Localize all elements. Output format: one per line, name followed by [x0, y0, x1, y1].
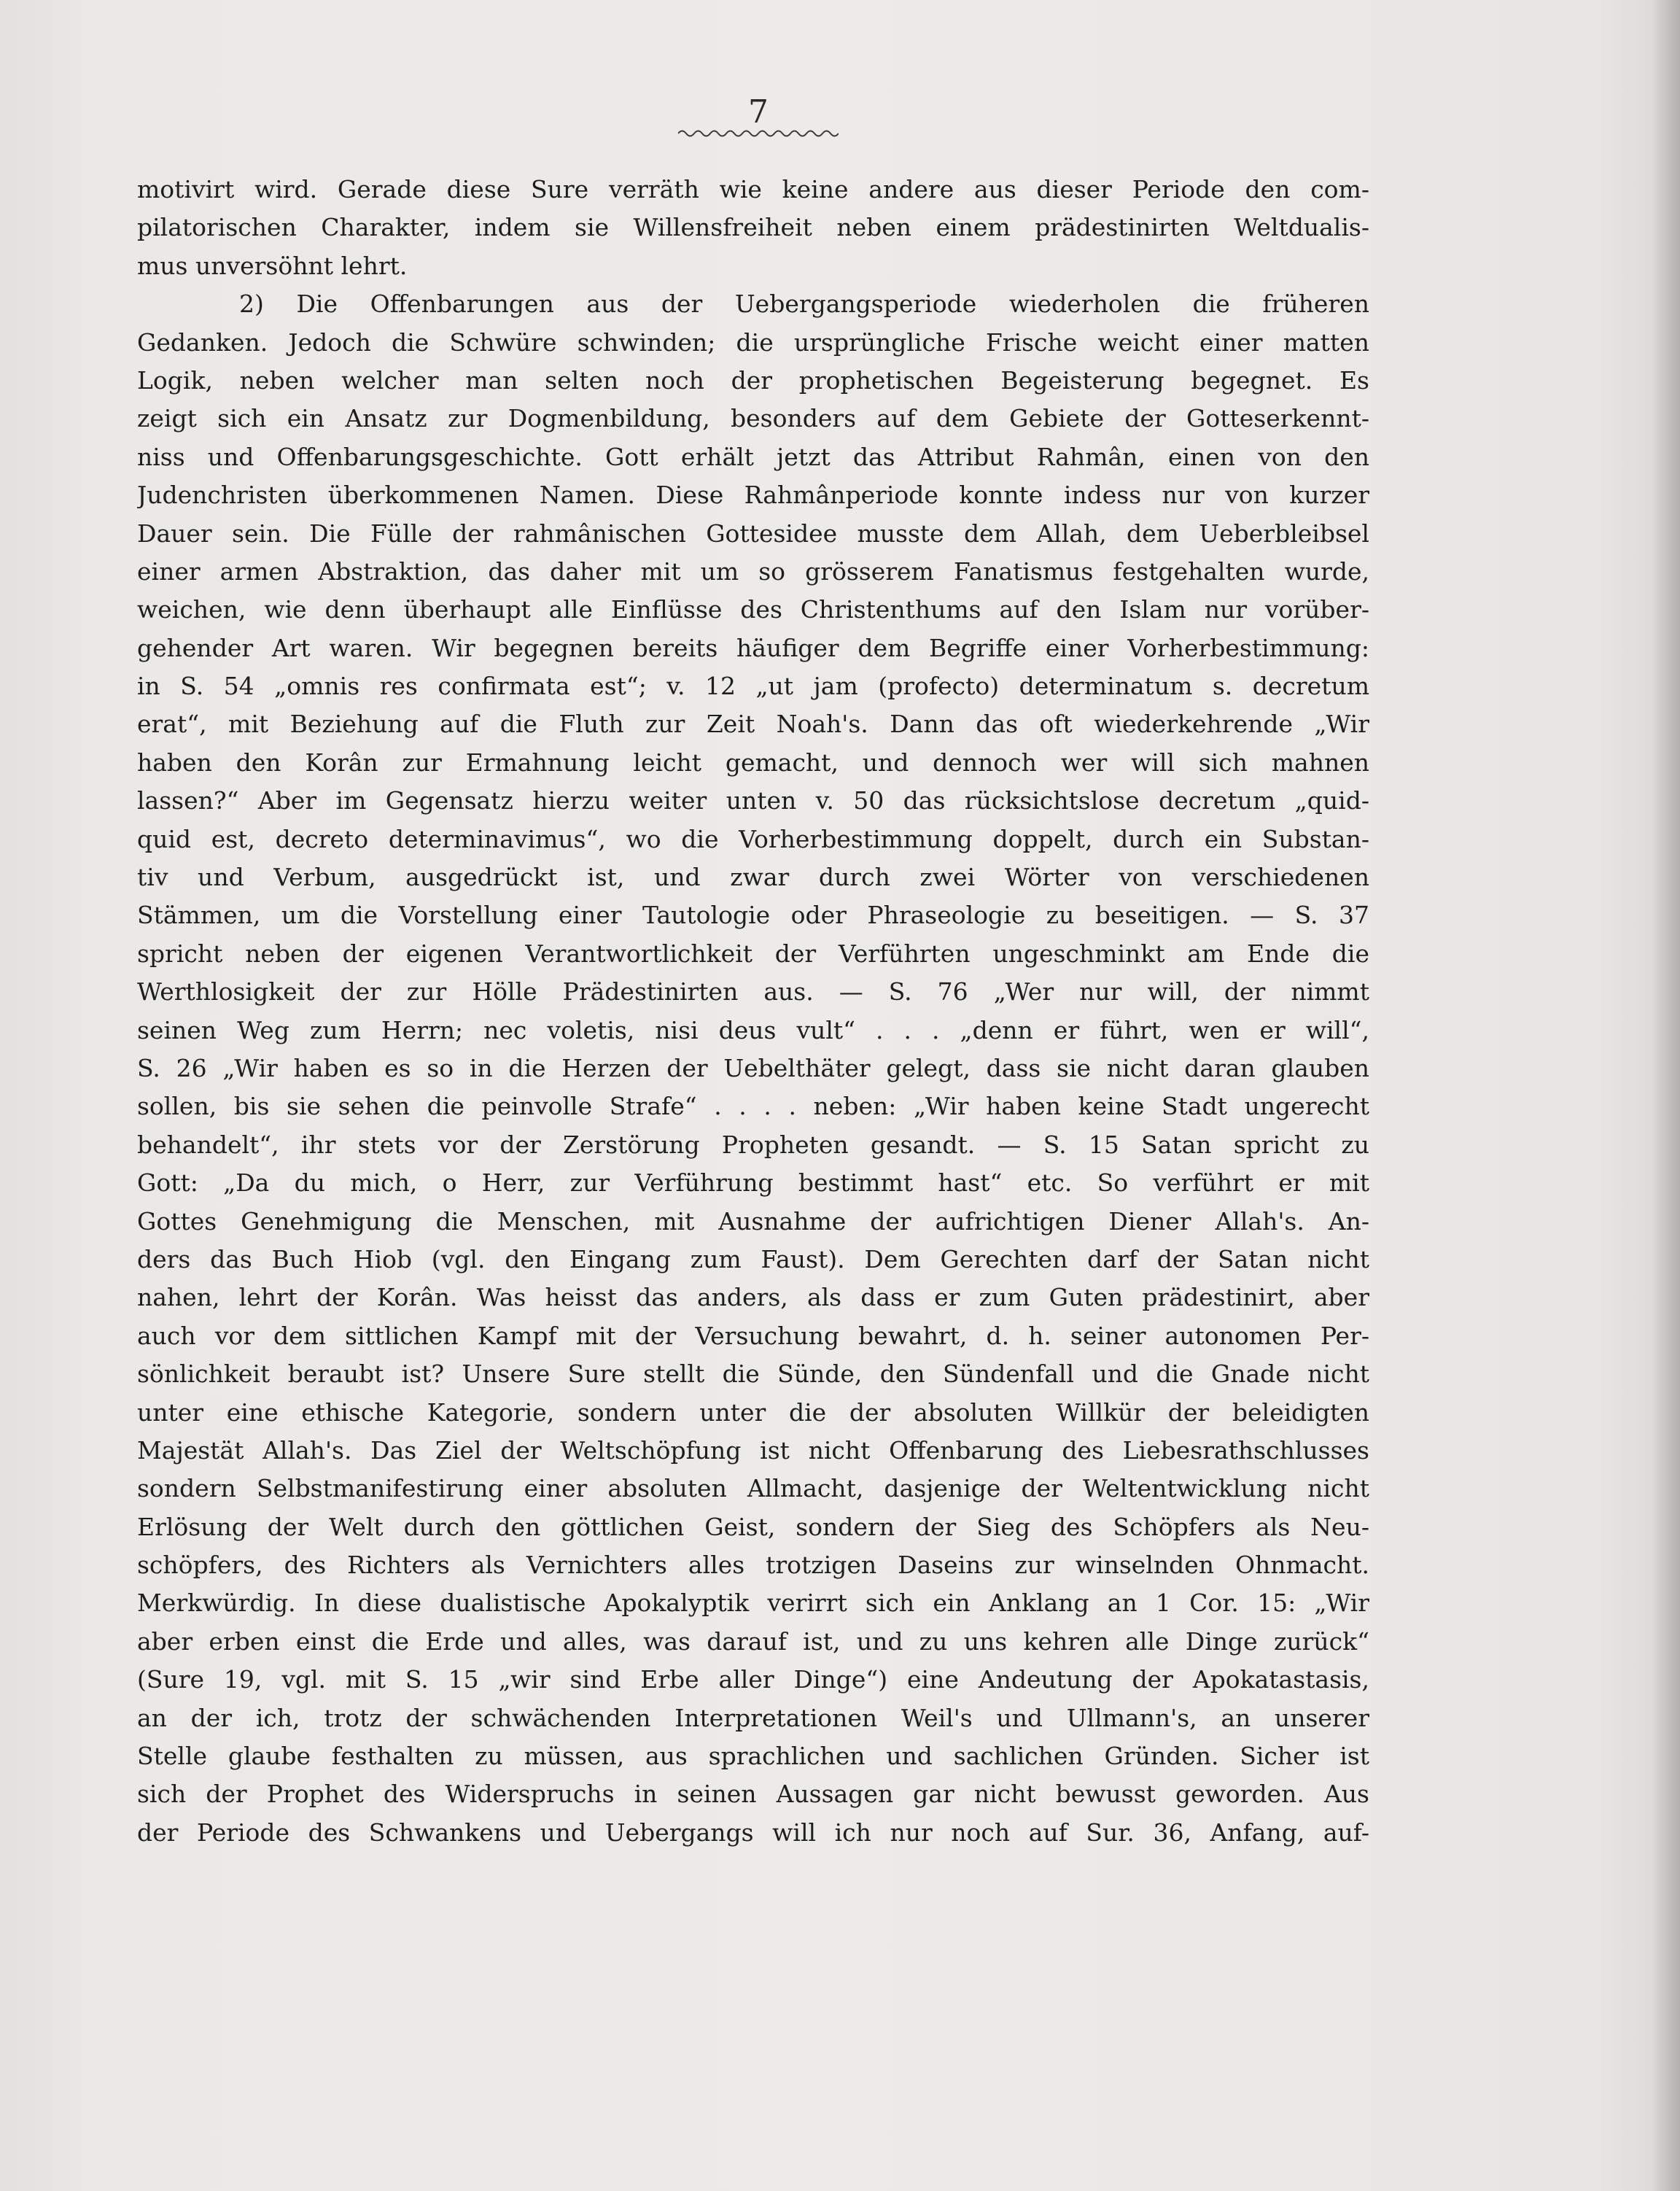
- text-line: spricht neben der eigenen Verantwortlichkeit der Verführten ungeschminkt am Ende die: [137, 939, 1369, 968]
- text-line: zeigt sich ein Ansatz zur Dogmenbildung, besonders auf dem Gebiete der Gotteserkennt-: [137, 404, 1369, 433]
- text-line: S. 26 „Wir haben es so in die Herzen der Uebelthäter gelegt, dass sie nicht daran glauben: [137, 1053, 1369, 1082]
- text-line: sich der Prophet des Widerspruchs in seinen Aussagen gar nicht bewusst geworden. Aus: [137, 1780, 1369, 1809]
- paragraph-start-line: 2) Die Offenbarungen aus der Uebergangsperiode wiederholen die früheren: [239, 290, 1369, 319]
- text-line: Dauer sein. Die Fülle der rahmânischen Gottesidee musste dem Allah, dem Ueberbleibsel: [137, 519, 1369, 548]
- text-line: sondern Selbstmanifestirung einer absoluten Allmacht, dasjenige der Weltentwicklung nicht: [137, 1474, 1369, 1503]
- text-line: ders das Buch Hiob (vgl. den Eingang zum Faust). Dem Gerechten darf der Satan nicht: [137, 1244, 1369, 1273]
- text-line: quid est, decreto determinavimus“, wo die Vorherbestimmung doppelt, durch ein Substan-: [137, 824, 1369, 853]
- text-line: mus unversöhnt lehrt.: [137, 251, 408, 280]
- body-text: [137, 171, 1369, 1891]
- text-line: erat“, mit Beziehung auf die Fluth zur Zeit Noah's. Dann das oft wiederkehrende „Wir: [137, 710, 1369, 739]
- page-number: 7: [748, 93, 769, 131]
- text-line: Gott: „Da du mich, o Herr, zur Verführung bestimmt hast“ etc. So verführt er mit: [137, 1168, 1369, 1198]
- text-line: seinen Weg zum Herrn; nec voletis, nisi deus vult“ . . . „denn er führt, wen er will“,: [137, 1015, 1369, 1044]
- text-line: tiv und Verbum, ausgedrückt ist, und zwar durch zwei Wörter von verschiedenen: [137, 863, 1369, 892]
- text-line: auch vor dem sittlichen Kampf mit der Versuchung bewahrt, d. h. seiner autonomen Per-: [137, 1321, 1369, 1350]
- text-line: Gedanken. Jedoch die Schwüre schwinden; die ursprüngliche Frische weicht einer matten: [137, 327, 1369, 357]
- text-line: der Periode des Schwankens und Uebergangs will ich nur noch auf Sur. 36, Anfang, auf-: [137, 1818, 1369, 1847]
- text-line: unter eine ethische Kategorie, sondern unter die der absoluten Willkür der beleidigten: [137, 1397, 1369, 1427]
- text-line: in S. 54 „omnis res confirmata est“; v. 12 „ut jam (profecto) determinatum s. decretum: [137, 672, 1369, 701]
- text-line: nahen, lehrt der Korân. Was heisst das anders, als dass er zum Guten prädestinirt, aber: [137, 1283, 1369, 1312]
- wavy-ornament-rule: [678, 128, 839, 139]
- text-line: haben den Korân zur Ermahnung leicht gemacht, und dennoch wer will sich mahnen: [137, 748, 1369, 777]
- text-line: niss und Offenbarungsgeschichte. Gott erhält jetzt das Attribut Rahmân, einen von den: [137, 442, 1369, 471]
- text-line: Gottes Genehmigung die Menschen, mit Ausnahme der aufrichtigen Diener Allah's. An-: [137, 1206, 1369, 1236]
- text-line: an der ich, trotz der schwächenden Interpretationen Weil's und Ullmann's, an unserer: [137, 1703, 1369, 1732]
- text-line: (Sure 19, vgl. mit S. 15 „wir sind Erbe aller Dinge“) eine Andeutung der Apokatastasis,: [137, 1665, 1369, 1694]
- text-line: Stelle glaube festhalten zu müssen, aus sprachlichen und sachlichen Gründen. Sicher ist: [137, 1742, 1369, 1771]
- text-line: aber erben einst die Erde und alles, was darauf ist, und zu uns kehren alle Dinge zurück“: [137, 1626, 1369, 1656]
- text-line: lassen?“ Aber im Gegensatz hierzu weiter unten v. 50 das rücksichtslose decretum „quid-: [137, 786, 1369, 815]
- text-line: Judenchristen überkommenen Namen. Diese Rahmânperiode konnte indess nur von kurzer: [137, 481, 1369, 510]
- text-line: einer armen Abstraktion, das daher mit um so grösserem Fanatismus festgehalten wurde,: [137, 557, 1369, 586]
- text-line: pilatorischen Charakter, indem sie Willensfreiheit neben einem prädestinirten Weltdualis-: [137, 213, 1369, 242]
- text-line: Majestät Allah's. Das Ziel der Weltschöpfung ist nicht Offenbarung des Liebesrathschlusses: [137, 1435, 1369, 1465]
- text-line: gehender Art waren. Wir begegnen bereits häufiger dem Begriffe einer Vorherbestimmung:: [137, 633, 1369, 662]
- text-line: sollen, bis sie sehen die peinvolle Strafe“ . . . . neben: „Wir haben keine Stadt ungerecht: [137, 1092, 1369, 1121]
- text-line: sönlichkeit beraubt ist? Unsere Sure stellt die Sünde, den Sündenfall und die Gnade nicht: [137, 1360, 1369, 1389]
- text-line: schöpfers, des Richters als Vernichters alles trotzigen Daseins zur winselnden Ohnmacht.: [137, 1551, 1369, 1580]
- text-line: Werthlosigkeit der zur Hölle Prädestinirten aus. — S. 76 „Wer nur will, der nimmt: [137, 977, 1369, 1007]
- text-line: [137, 1852, 1369, 1890]
- text-line: motivirt wird. Gerade diese Sure verräth wie keine andere aus dieser Periode den com-: [137, 175, 1369, 203]
- text-line: weichen, wie denn überhaupt alle Einflüsse des Christenthums auf den Islam nur vorüber-: [137, 595, 1369, 624]
- text-line: Logik, neben welcher man selten noch der prophetischen Begeisterung begegnet. Es: [137, 365, 1369, 395]
- text-line: Erlösung der Welt durch den göttlichen Geist, sondern der Sieg des Schöpfers als Neu-: [137, 1512, 1369, 1541]
- text-line: Stämmen, um die Vorstellung einer Tautologie oder Phraseologie zu beseitigen. — S. 37: [137, 901, 1369, 930]
- page-edge-shadow: [1651, 0, 1680, 2191]
- text-line: Merkwürdig. In diese dualistische Apokalyptik verirrt sich ein Anklang an 1 Cor. 15: „Wir: [137, 1589, 1369, 1618]
- text-line: behandelt“, ihr stets vor der Zerstörung Propheten gesandt. — S. 15 Satan spricht zu: [137, 1130, 1369, 1159]
